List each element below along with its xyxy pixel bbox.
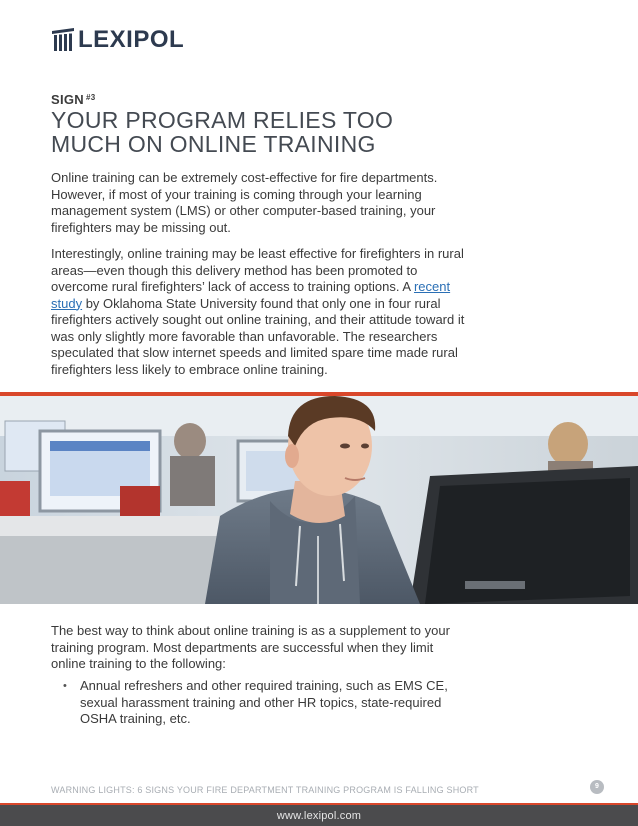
paragraph-intro: Online training can be extremely cost-effective for fire departments. However, if most of your training is coming through your learning management system (LMS) or other computer-based training, your firefighters may be missing out. <box>51 170 438 235</box>
website-link[interactable]: www.lexipol.com <box>276 809 362 822</box>
list-item-text: Annual refreshers and other required training, such as EMS CE, sexual harassment training and other HR topics, state-required OSHA training, etc. <box>80 678 448 726</box>
photo-illustration <box>0 396 638 604</box>
section-title-line1: YOUR PROGRAM RELIES TOO <box>51 107 394 133</box>
paragraph-study <box>51 246 471 378</box>
paragraph-supplement: The best way to think about online training is as a supplement to your training program. Most departments are successful when they limit online training to the following: <box>51 623 450 671</box>
paragraph-study-before: Interestingly, online training may be least effective for firefighters in rural areas—even though this delivery method has been promoted to overcome rural firefighters’ lack of access to training options. A <box>51 246 464 294</box>
section-title-line2: MUCH ON ONLINE TRAINING <box>51 131 376 157</box>
recent-study-link[interactable]: recent study <box>51 279 451 311</box>
logo-text: LEXIPOL <box>78 26 185 53</box>
running-title: WARNING LIGHTS: 6 SIGNS YOUR FIRE DEPARTMENT TRAINING PROGRAM IS FALLING SHORT <box>51 785 479 795</box>
section-title <box>51 108 471 156</box>
sign-label-text: SIGN <box>51 92 84 107</box>
column-pillars-icon <box>52 28 74 52</box>
paragraph-study-after: by Oklahoma State University found that only one in four rural firefighters actively sought out online training, and their attitude toward it was only slightly more favorable than unfavorable. The researchers speculated that slow internet speeds and limited spare time made rural firefighters less likely to embrace online training. <box>51 295 465 377</box>
sign-number: #3 <box>85 93 96 102</box>
page-number: 9 <box>590 780 604 794</box>
lexipol-logo <box>52 27 184 53</box>
bullet-dot-icon: • <box>63 680 67 692</box>
footer-bar <box>0 803 638 826</box>
photo-student-at-computer <box>0 396 638 604</box>
sign-label <box>51 92 95 107</box>
